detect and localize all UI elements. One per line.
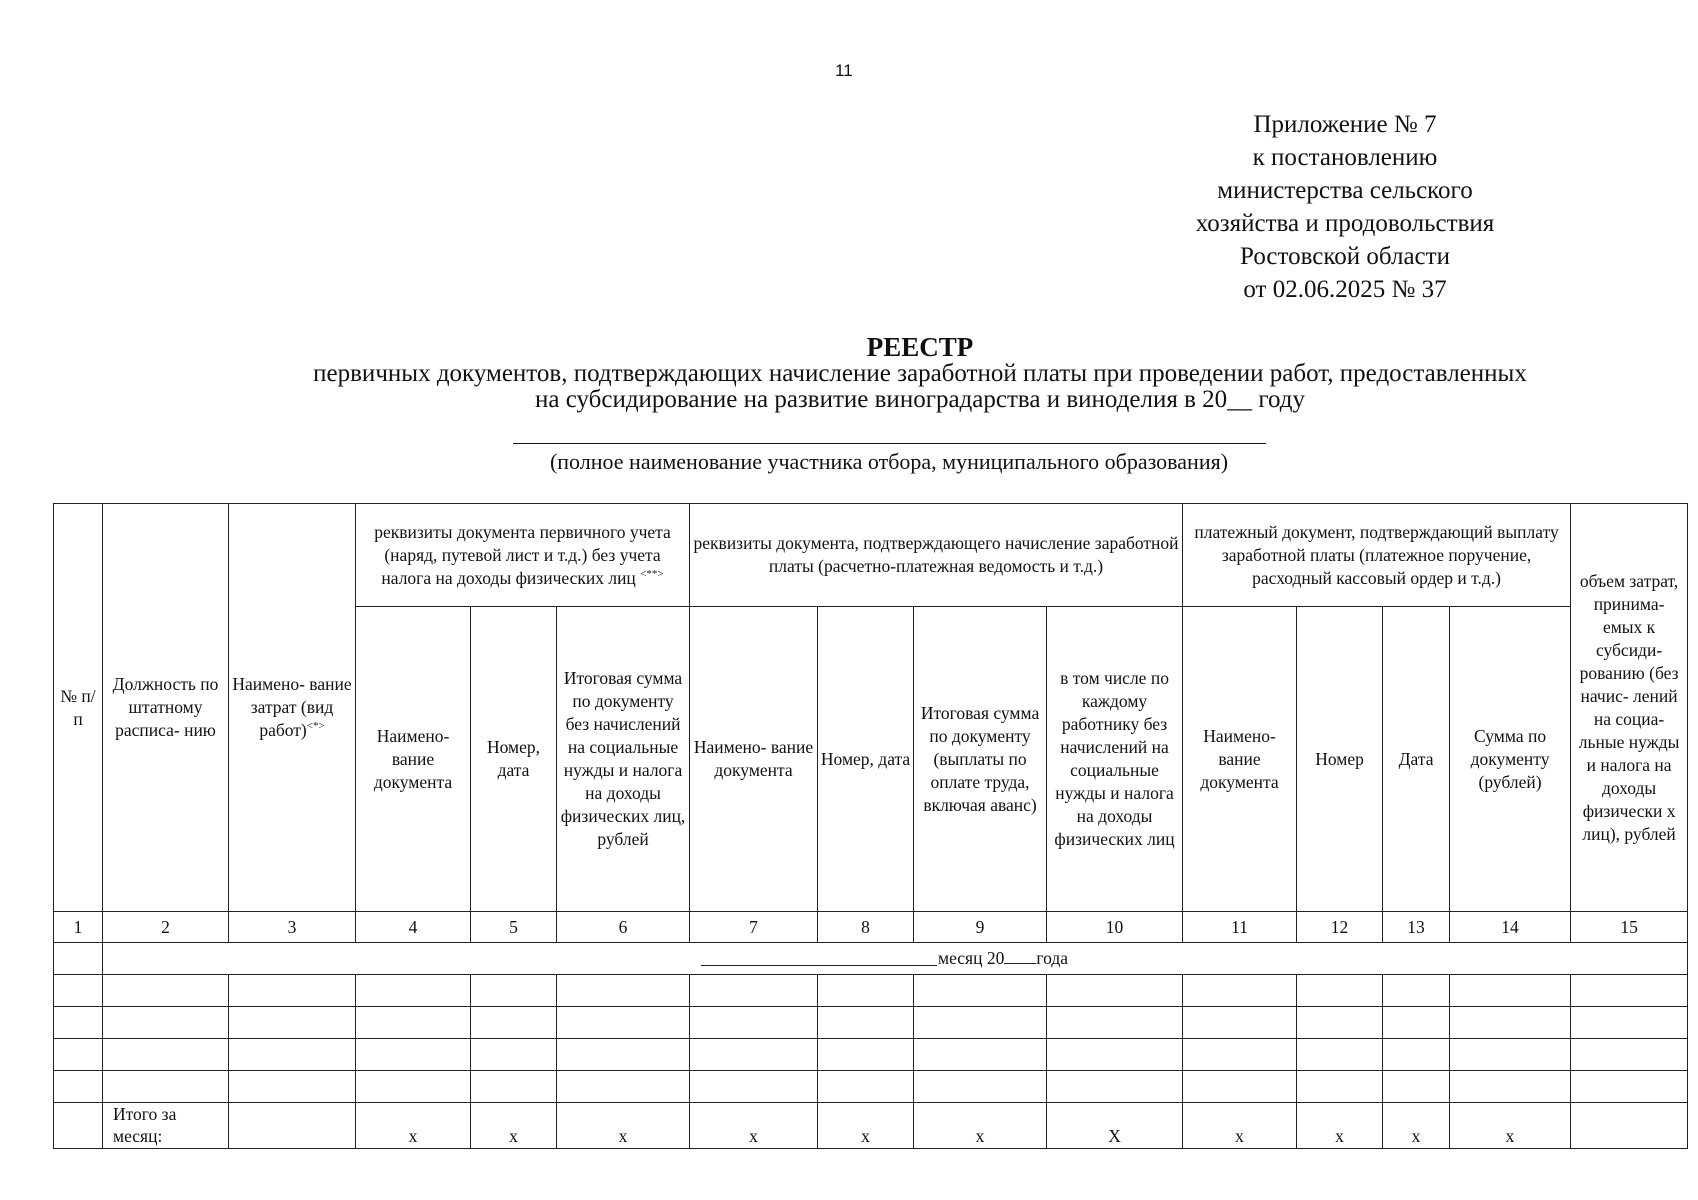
table-cell[interactable] — [1297, 1039, 1383, 1071]
table-cell[interactable] — [356, 1071, 471, 1103]
header-group-primary-document: реквизиты документа первичного учета (наряд, путевой лист и т.д.) без учета налога на доходы физических лиц <**> — [356, 504, 690, 607]
column-number: 12 — [1297, 912, 1383, 943]
table-cell[interactable] — [471, 1007, 557, 1039]
table-cell[interactable] — [229, 1103, 356, 1149]
total-not-applicable-mark: x — [818, 1103, 914, 1149]
header-cell-doc-name: Наимено- вание документа — [356, 607, 471, 912]
table-cell[interactable] — [914, 1039, 1047, 1071]
title-line-2: на субсидирование на развитие виноградарства и виноделия в 20__ году — [534, 386, 1306, 413]
total-not-applicable-mark: x — [1450, 1103, 1571, 1149]
column-number: 13 — [1383, 912, 1450, 943]
table-row — [54, 1071, 1688, 1103]
header-cell-number-date: Номер, дата — [471, 607, 557, 912]
month-label — [938, 947, 1068, 970]
total-not-applicable-mark: x — [1297, 1103, 1383, 1149]
table-cell[interactable] — [1183, 1039, 1297, 1071]
appendix-line: Ростовской области — [1240, 243, 1450, 270]
table-row — [54, 975, 1688, 1007]
header-group-payment-document: платежный документ, подтверждающий выплату заработной платы (платежное поручение, расходный кассовый ордер и т.д.) — [1183, 504, 1571, 607]
header-cell-position: Должность по штатному расписа- нию — [103, 504, 229, 912]
column-number: 1 — [54, 912, 103, 943]
table-cell[interactable] — [1297, 1007, 1383, 1039]
header-row-groups — [54, 504, 1688, 607]
table-cell[interactable] — [356, 1039, 471, 1071]
table-cell[interactable] — [471, 1071, 557, 1103]
total-not-applicable-mark: x — [690, 1103, 818, 1149]
month-cell[interactable] — [103, 943, 1688, 975]
appendix-block — [1160, 108, 1530, 306]
table-cell[interactable] — [1450, 1039, 1571, 1071]
header-cell-total-sum: Итоговая сумма по документу без начислений на социальные нужды и налога на доходы физических лиц, рублей — [557, 607, 690, 912]
table-cell[interactable] — [471, 975, 557, 1007]
header-cell-subsidy-volume: объем затрат, принима- емых к субсиди- рованию (без начис- лений на социа- льные нужды и налога на доходы физически х лиц), рублей — [1571, 504, 1688, 912]
appendix-line: от 02.06.2025 № 37 — [1243, 276, 1447, 303]
month-row — [54, 943, 1688, 975]
table-cell[interactable] — [1047, 975, 1183, 1007]
table-cell[interactable] — [54, 1103, 103, 1149]
total-row — [54, 1103, 1688, 1149]
table-cell[interactable] — [690, 1007, 818, 1039]
appendix-line: министерства сельского — [1217, 177, 1473, 204]
total-label: Итого за месяц: — [103, 1103, 229, 1149]
table-cell[interactable] — [1571, 975, 1688, 1007]
column-number: 4 — [356, 912, 471, 943]
table-cell[interactable] — [1571, 1071, 1688, 1103]
total-not-applicable-mark: x — [914, 1103, 1047, 1149]
table-cell[interactable] — [914, 975, 1047, 1007]
table-cell[interactable] — [1383, 1007, 1450, 1039]
month-label-year: года — [1036, 948, 1069, 968]
table-cell[interactable] — [1297, 1071, 1383, 1103]
column-number: 15 — [1571, 912, 1688, 943]
header-cell-row-number: № п/п — [54, 504, 103, 912]
table-cell[interactable] — [229, 1007, 356, 1039]
table-row — [54, 1007, 1688, 1039]
table-cell[interactable] — [229, 1071, 356, 1103]
table-cell[interactable] — [1383, 975, 1450, 1007]
column-number: 10 — [1047, 912, 1183, 943]
table-cell[interactable] — [1571, 1103, 1688, 1149]
header-cell-doc-sum: Сумма по документу (рублей) — [1450, 607, 1571, 912]
column-number: 5 — [471, 912, 557, 943]
title-line-1: первичных документов, подтверждающих начисление заработной платы при проведении работ, предоставленных — [313, 360, 1527, 387]
title-heading: РЕЕСТР — [866, 332, 974, 362]
table-cell[interactable] — [1047, 1071, 1183, 1103]
year-blank-line — [1004, 949, 1036, 964]
table-row — [54, 1039, 1688, 1071]
table-cell[interactable] — [557, 1007, 690, 1039]
table-cell[interactable] — [818, 1039, 914, 1071]
table-cell[interactable] — [1571, 1007, 1688, 1039]
appendix-line: хозяйства и продовольствия — [1195, 210, 1495, 237]
table-cell[interactable] — [1297, 975, 1383, 1007]
total-not-applicable-mark: x — [557, 1103, 690, 1149]
table-cell[interactable] — [690, 975, 818, 1007]
table-cell[interactable] — [1183, 975, 1297, 1007]
page-number: 11 — [835, 61, 853, 80]
table-cell[interactable] — [356, 975, 471, 1007]
total-not-applicable-mark: x — [1383, 1103, 1450, 1149]
column-number-row — [54, 912, 1688, 943]
table-cell[interactable] — [1450, 975, 1571, 1007]
table-cell[interactable] — [557, 1039, 690, 1071]
table-cell[interactable] — [690, 1039, 818, 1071]
table-cell[interactable] — [557, 1071, 690, 1103]
table-cell[interactable] — [54, 975, 103, 1007]
header-cell-cost-name: Наимено- вание затрат (вид работ)<*> — [229, 504, 356, 912]
table-cell[interactable] — [1450, 1007, 1571, 1039]
table-cell[interactable] — [1571, 1039, 1688, 1071]
column-number: 2 — [103, 912, 229, 943]
column-number: 3 — [229, 912, 356, 943]
table-cell[interactable] — [1183, 1007, 1297, 1039]
table-cell[interactable] — [103, 1071, 229, 1103]
footnote-marker: <**> — [640, 567, 664, 580]
table-cell[interactable] — [103, 1007, 229, 1039]
table-cell[interactable] — [471, 1039, 557, 1071]
column-number: 7 — [690, 912, 818, 943]
table-cell[interactable] — [914, 1007, 1047, 1039]
total-not-applicable-mark: x — [1183, 1103, 1297, 1149]
total-not-applicable-mark: x — [471, 1103, 557, 1149]
column-number: 6 — [557, 912, 690, 943]
table-cell[interactable] — [229, 1039, 356, 1071]
header-cell-date: Дата — [1383, 607, 1450, 912]
table-cell[interactable] — [356, 1007, 471, 1039]
table-cell[interactable] — [229, 975, 356, 1007]
header-cell-per-employee: в том числе по каждому работнику без начислений на социальные нужды и налога на доходы физических лиц — [1047, 607, 1183, 912]
table-cell[interactable] — [818, 1007, 914, 1039]
header-cell-total-sum: Итоговая сумма по документу (выплаты по оплате труда, включая аванс) — [914, 607, 1047, 912]
header-group-payroll-document: реквизиты документа, подтверждающего начисление заработной платы (расчетно-платежная ведомость и т.д.) — [690, 504, 1183, 607]
document-title — [220, 333, 1620, 413]
table-cell[interactable] — [1047, 1007, 1183, 1039]
column-number: 14 — [1450, 912, 1571, 943]
organization-name-blank-line — [513, 443, 1266, 444]
header-cell-number: Номер — [1297, 607, 1383, 912]
table-cell[interactable] — [1047, 1039, 1183, 1071]
month-label-text: месяц 20 — [938, 948, 1005, 968]
footnote-marker: <*> — [306, 720, 325, 733]
table-cell[interactable] — [914, 1071, 1047, 1103]
table-cell[interactable] — [690, 1071, 818, 1103]
table-cell[interactable] — [818, 1071, 914, 1103]
month-name-blank-line — [701, 965, 937, 966]
total-not-applicable-mark: x — [356, 1103, 471, 1149]
column-number: 11 — [1183, 912, 1297, 943]
table-cell[interactable] — [103, 975, 229, 1007]
table-cell[interactable] — [103, 1039, 229, 1071]
header-cell-doc-name: Наимено- вание документа — [1183, 607, 1297, 912]
header-cell-doc-name: Наимено- вание документа — [690, 607, 818, 912]
table-cell[interactable] — [1383, 1039, 1450, 1071]
table-cell[interactable] — [1450, 1071, 1571, 1103]
organization-name-caption: (полное наименование участника отбора, муниципального образования) — [549, 449, 1229, 474]
appendix-line: Приложение № 7 — [1253, 111, 1437, 138]
table-cell[interactable] — [557, 975, 690, 1007]
table-cell[interactable] — [54, 943, 103, 975]
table-cell[interactable] — [818, 975, 914, 1007]
header-cell-number-date: Номер, дата — [818, 607, 914, 912]
total-not-applicable-mark: X — [1047, 1103, 1183, 1149]
column-number: 9 — [914, 912, 1047, 943]
column-number: 8 — [818, 912, 914, 943]
registry-table — [53, 503, 1688, 1149]
table-cell[interactable] — [1383, 1071, 1450, 1103]
appendix-line: к постановлению — [1252, 144, 1438, 171]
table-cell[interactable] — [54, 1071, 103, 1103]
table-cell[interactable] — [54, 1007, 103, 1039]
table-cell[interactable] — [1183, 1071, 1297, 1103]
table-cell[interactable] — [54, 1039, 103, 1071]
